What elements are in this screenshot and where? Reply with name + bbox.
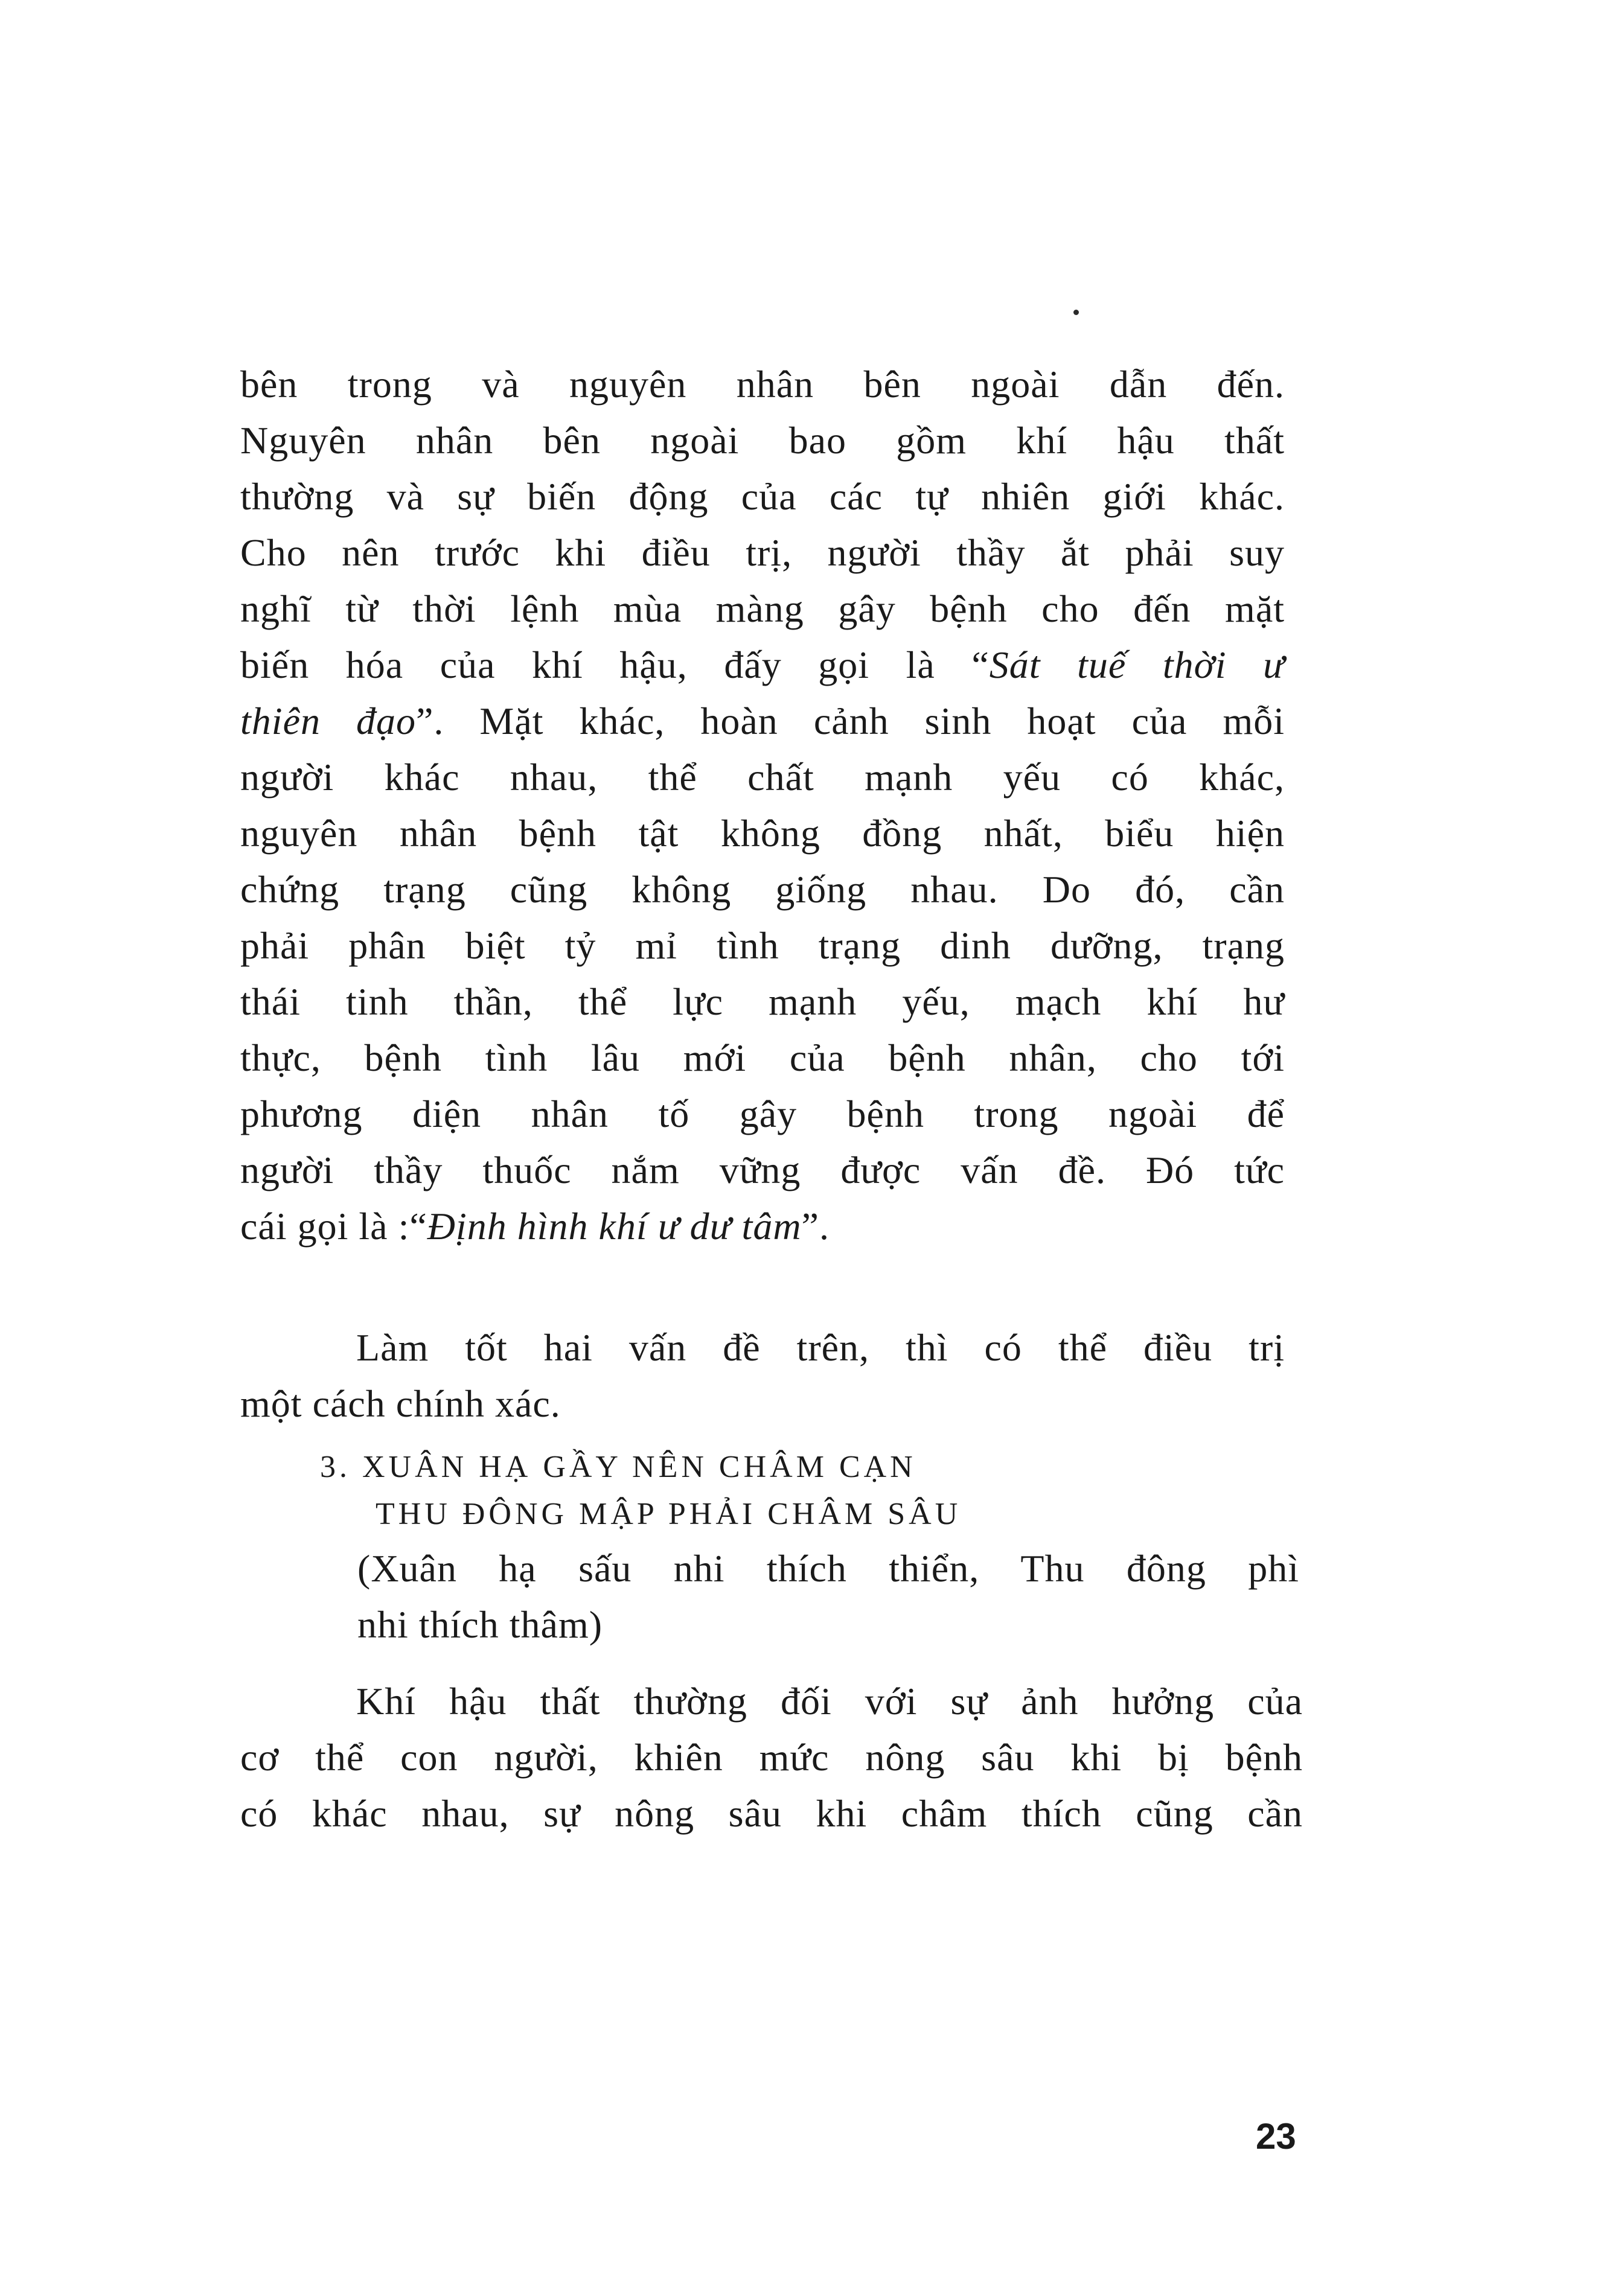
section-number: 3.: [320, 1450, 351, 1484]
paragraph-1-line: thường và sự biến động của các tự nhiên giới khác.: [240, 475, 1285, 518]
paragraph-2-line: một cách chính xác.: [240, 1382, 561, 1425]
section-heading-line-1: [320, 1444, 1286, 1491]
paragraph-1-line: người thầy thuốc nắm vững được vấn đề. Đó tức: [240, 1149, 1285, 1191]
section-heading: [320, 1444, 1286, 1538]
section-title-line-1: XUÂN HẠ GẦY NÊN CHÂM CẠN: [362, 1450, 916, 1484]
paragraph-1-line: thái tinh thần, thể lực mạnh yếu, mạch khí hư: [240, 980, 1285, 1023]
paragraph-2-line: Làm tốt hai vấn đề trên, thì có thể điều trị: [356, 1326, 1285, 1369]
paragraph-1-line: nguyên nhân bệnh tật không đồng nhất, biểu hiện: [240, 812, 1285, 855]
section-subtitle: [357, 1540, 1299, 1653]
paragraph-1-line: thực, bệnh tình lâu mới của bệnh nhân, cho tới: [240, 1036, 1285, 1079]
paragraph-3-line: cơ thể con người, khiên mức nông sâu khi bị bệnh: [240, 1736, 1303, 1779]
paragraph-1: [240, 356, 1285, 1254]
paragraph-1-line: phương diện nhân tố gây bệnh trong ngoài để: [240, 1092, 1285, 1135]
paragraph-1-line: chứng trạng cũng không giống nhau. Do đó, cần: [240, 868, 1285, 911]
subtitle-line: nhi thích thâm): [357, 1603, 603, 1646]
paragraph-3: [240, 1673, 1303, 1842]
italic-phrase: Sát tuế thời ư: [989, 643, 1285, 686]
paragraph-1-line: nghĩ từ thời lệnh mùa màng gây bệnh cho đến mặt: [240, 587, 1285, 630]
paragraph-1-line: người khác nhau, thể chất mạnh yếu có khác,: [240, 756, 1285, 799]
ink-speck: [1073, 310, 1079, 315]
paragraph-3-line: Khí hậu thất thường đối với sự ảnh hưởng của: [356, 1680, 1303, 1723]
section-title-line-2: THU ĐÔNG MẬP PHẢI CHÂM SÂU: [376, 1497, 962, 1531]
paragraph-3-line: có khác nhau, sự nông sâu khi châm thích cũng cần: [240, 1792, 1303, 1835]
paragraph-1-line: bên trong và nguyên nhân bên ngoài dẫn đến.: [240, 363, 1285, 406]
paragraph-1-line: Cho nên trước khi điều trị, người thầy ắt phải suy: [240, 531, 1285, 574]
paragraph-2: [240, 1319, 1285, 1432]
paragraph-1-line: Nguyên nhân bên ngoài bao gồm khí hậu thất: [240, 419, 1285, 462]
italic-phrase: thiên đạo: [240, 700, 416, 742]
page-number: 23: [1256, 2116, 1296, 2157]
paragraph-1-line: biến hóa của khí hậu, đấy gọi là “Sát tuế thời ư: [240, 643, 1285, 686]
subtitle-line: (Xuân hạ sấu nhi thích thiển, Thu đông phì: [357, 1547, 1299, 1590]
paragraph-1-line: thiên đạo”. Mặt khác, hoàn cảnh sinh hoạt của mỗi: [240, 700, 1285, 742]
paragraph-1-line: cái gọi là :“Định hình khí ư dư tâm”.: [240, 1205, 830, 1248]
paragraph-1-line: phải phân biệt tỷ mỉ tình trạng dinh dưỡng, trạng: [240, 924, 1285, 967]
italic-phrase: Định hình khí ư dư tâm: [427, 1205, 802, 1248]
